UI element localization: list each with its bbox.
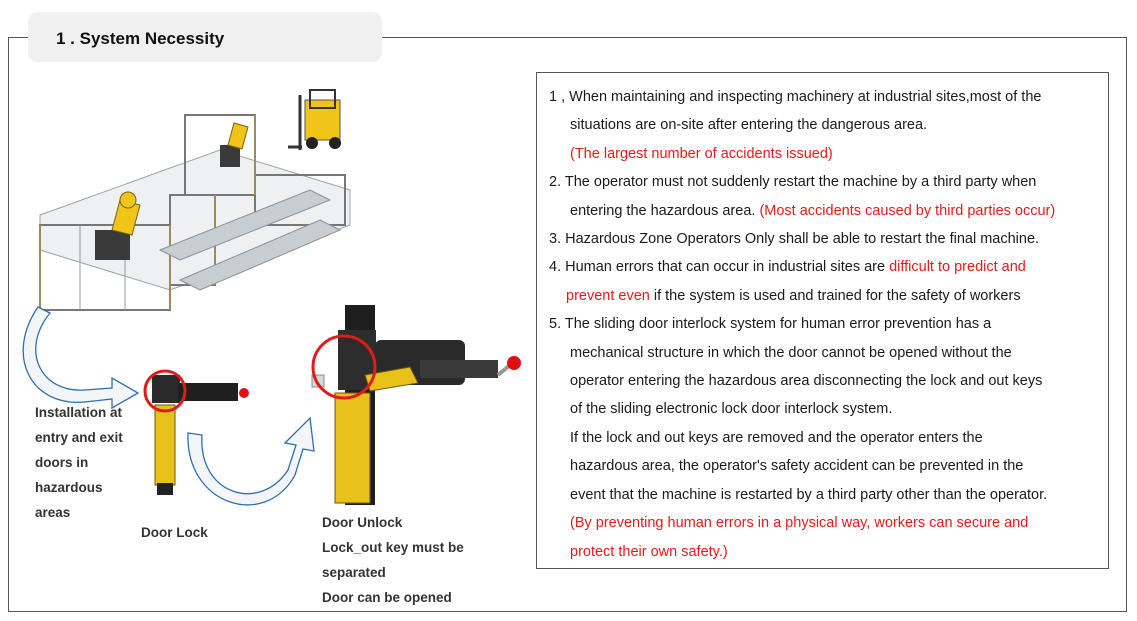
item-5-line-4: of the sliding electronic lock door interlock system. bbox=[570, 401, 893, 418]
item-1-line-2: situations are on-site after entering the dangerous area. bbox=[570, 117, 928, 134]
necessity-text-panel bbox=[536, 72, 1109, 569]
installation-caption: Installation at entry and exit doors in hazardous areas bbox=[35, 405, 123, 520]
curve-arrow-icon bbox=[23, 307, 138, 408]
item-5-line-7: event that the machine is restarted by a third party other than the operator. bbox=[570, 486, 1048, 503]
item-5-line-2: mechanical structure in which the door cannot be opened without the bbox=[570, 344, 1012, 361]
item-5-line-5: If the lock and out keys are removed and the operator enters the bbox=[570, 429, 983, 446]
forklift-icon bbox=[288, 90, 341, 150]
door-lock-device bbox=[145, 371, 249, 495]
item-5-line-8: (By preventing human errors in a physical way, workers can secure and bbox=[570, 515, 1029, 532]
item-1-line-1: 1 , When maintaining and inspecting machinery at industrial sites,most of the bbox=[549, 89, 1042, 105]
item-1-note: (The largest number of accidents issued) bbox=[570, 145, 833, 162]
door-unlock-caption: Door Unlock Lock_out key must be separated Door can be opened bbox=[322, 515, 464, 605]
item-5-line-1: 5. The sliding door interlock system for human error prevention has a bbox=[549, 316, 992, 333]
item-4-line-2: prevent even if the system is used and trained for the safety of workers bbox=[566, 287, 1021, 304]
item-5-line-6: hazardous area, the operator's safety accident can be prevented in the bbox=[570, 458, 1024, 475]
section-title: 1 . System Necessity bbox=[28, 12, 382, 62]
door-lock-label: Door Lock bbox=[141, 525, 208, 540]
item-2-line-1: 2. The operator must not suddenly restart the machine by a third party when bbox=[549, 174, 1037, 191]
item-4-line-1: 4. Human errors that can occur in industrial sites are difficult to predict and bbox=[549, 259, 1026, 276]
item-5-line-3: operator entering the hazardous area disconnecting the lock and out keys bbox=[570, 373, 1043, 390]
door-unlock-device bbox=[312, 305, 521, 505]
item-5-line-9: protect their own safety.) bbox=[570, 543, 728, 560]
factory-cell-illustration bbox=[40, 90, 350, 310]
item-3-line-1: 3. Hazardous Zone Operators Only shall be able to restart the final machine. bbox=[549, 231, 1040, 248]
curve-arrow-icon-2 bbox=[188, 418, 314, 505]
item-2-line-2: entering the hazardous area. (Most accidents caused by third parties occur) bbox=[570, 202, 1056, 219]
